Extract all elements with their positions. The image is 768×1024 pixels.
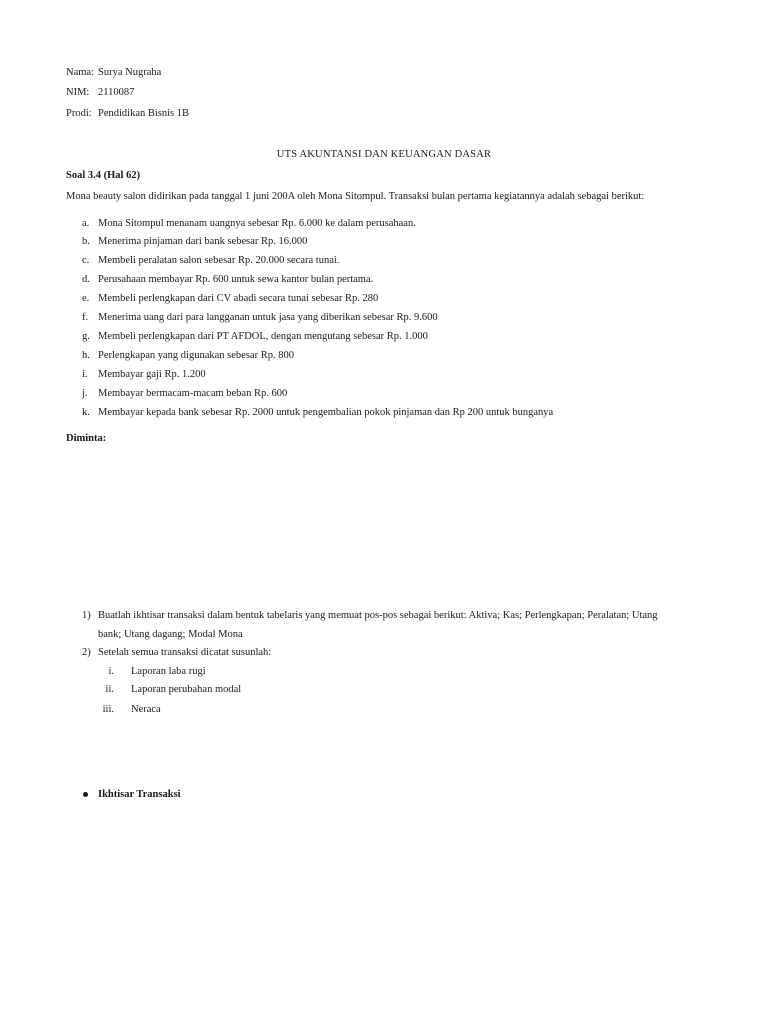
nim-value: 2110087 [98, 87, 135, 98]
list-item: Menerima uang dari para langganan untuk jasa yang diberikan sebesar Rp. 9.600 [98, 312, 438, 323]
list-marker: f. [82, 312, 89, 323]
sub-task-item: Laporan perubahan modal [131, 684, 242, 695]
list-item: Membeli perlengkapan dari CV abadi secara tunai sebesar Rp. 280 [98, 293, 379, 304]
intro-paragraph: Mona beauty salon didirikan pada tanggal 1 juni 200A oleh Mona Sitompul. Transaksi bulan pertama kegiatannya adalah sebagai berikut: [66, 191, 645, 202]
nama-label: Nama: [66, 67, 94, 78]
task-item-line: Setelah semua transaksi dicatat susunlah: [98, 647, 272, 658]
list-item: Perusahaan membayar Rp. 600 untuk sewa kantor bulan pertama. [98, 274, 374, 285]
diminta-heading: Diminta: [66, 433, 107, 444]
document-title: UTS AKUNTANSI DAN KEUANGAN DASAR [276, 149, 492, 160]
list-marker: k. [82, 407, 90, 418]
nim-label: NIM: [66, 87, 90, 98]
task-marker: 1) [82, 610, 91, 621]
task-item-line: Buatlah ikhtisar transaksi dalam bentuk tabelaris yang memuat pos-pos sebagai berikut: Aktiva; Kas; Perlengkapan; Peralatan; Utang [98, 610, 658, 621]
soal-heading: Soal 3.4 (Hal 62) [66, 170, 141, 181]
sub-task-marker: ii. [105, 684, 114, 695]
sub-task-item: Laporan laba rugi [131, 666, 206, 677]
list-item: Membayar bermacam-macam beban Rp. 600 [98, 388, 288, 399]
list-marker: g. [82, 331, 90, 342]
list-item: Mona Sitompul menanam uangnya sebesar Rp. 6.000 ke dalam perusahaan. [98, 218, 416, 229]
prodi-label: Prodi: [66, 108, 92, 119]
list-marker: d. [82, 274, 90, 285]
nama-value: Surya Nugraha [98, 67, 162, 78]
list-item: Membayar gaji Rp. 1.200 [98, 369, 206, 380]
bullet-icon [83, 792, 88, 797]
sub-task-marker: iii. [102, 704, 114, 715]
list-marker: c. [82, 255, 90, 266]
list-item: Membeli peralatan salon sebesar Rp. 20.000 secara tunai. [98, 255, 340, 266]
list-marker: h. [82, 350, 90, 361]
list-marker: a. [82, 218, 90, 229]
prodi-value: Pendidikan Bisnis 1B [98, 108, 190, 119]
task-marker: 2) [82, 647, 91, 658]
list-marker: e. [82, 293, 90, 304]
sub-task-item: Neraca [131, 704, 161, 715]
list-marker: j. [82, 388, 88, 399]
list-item: Menerima pinjaman dari bank sebesar Rp. 16.000 [98, 236, 308, 247]
ikhtisar-heading: Ikhtisar Transaksi [98, 789, 181, 800]
list-item: Membeli perlengkapan dari PT AFDOL, dengan mengutang sebesar Rp. 1.000 [98, 331, 428, 342]
list-item: Perlengkapan yang digunakan sebesar Rp. 800 [98, 350, 294, 361]
list-item: Membayar kepada bank sebesar Rp. 2000 untuk pengembalian pokok pinjaman dan Rp 200 untuk bunganya [98, 407, 554, 418]
list-marker: b. [82, 236, 90, 247]
sub-task-marker: i. [108, 666, 114, 677]
list-marker: i. [82, 369, 88, 380]
task-item-line: bank; Utang dagang; Modal Mona [98, 629, 243, 640]
